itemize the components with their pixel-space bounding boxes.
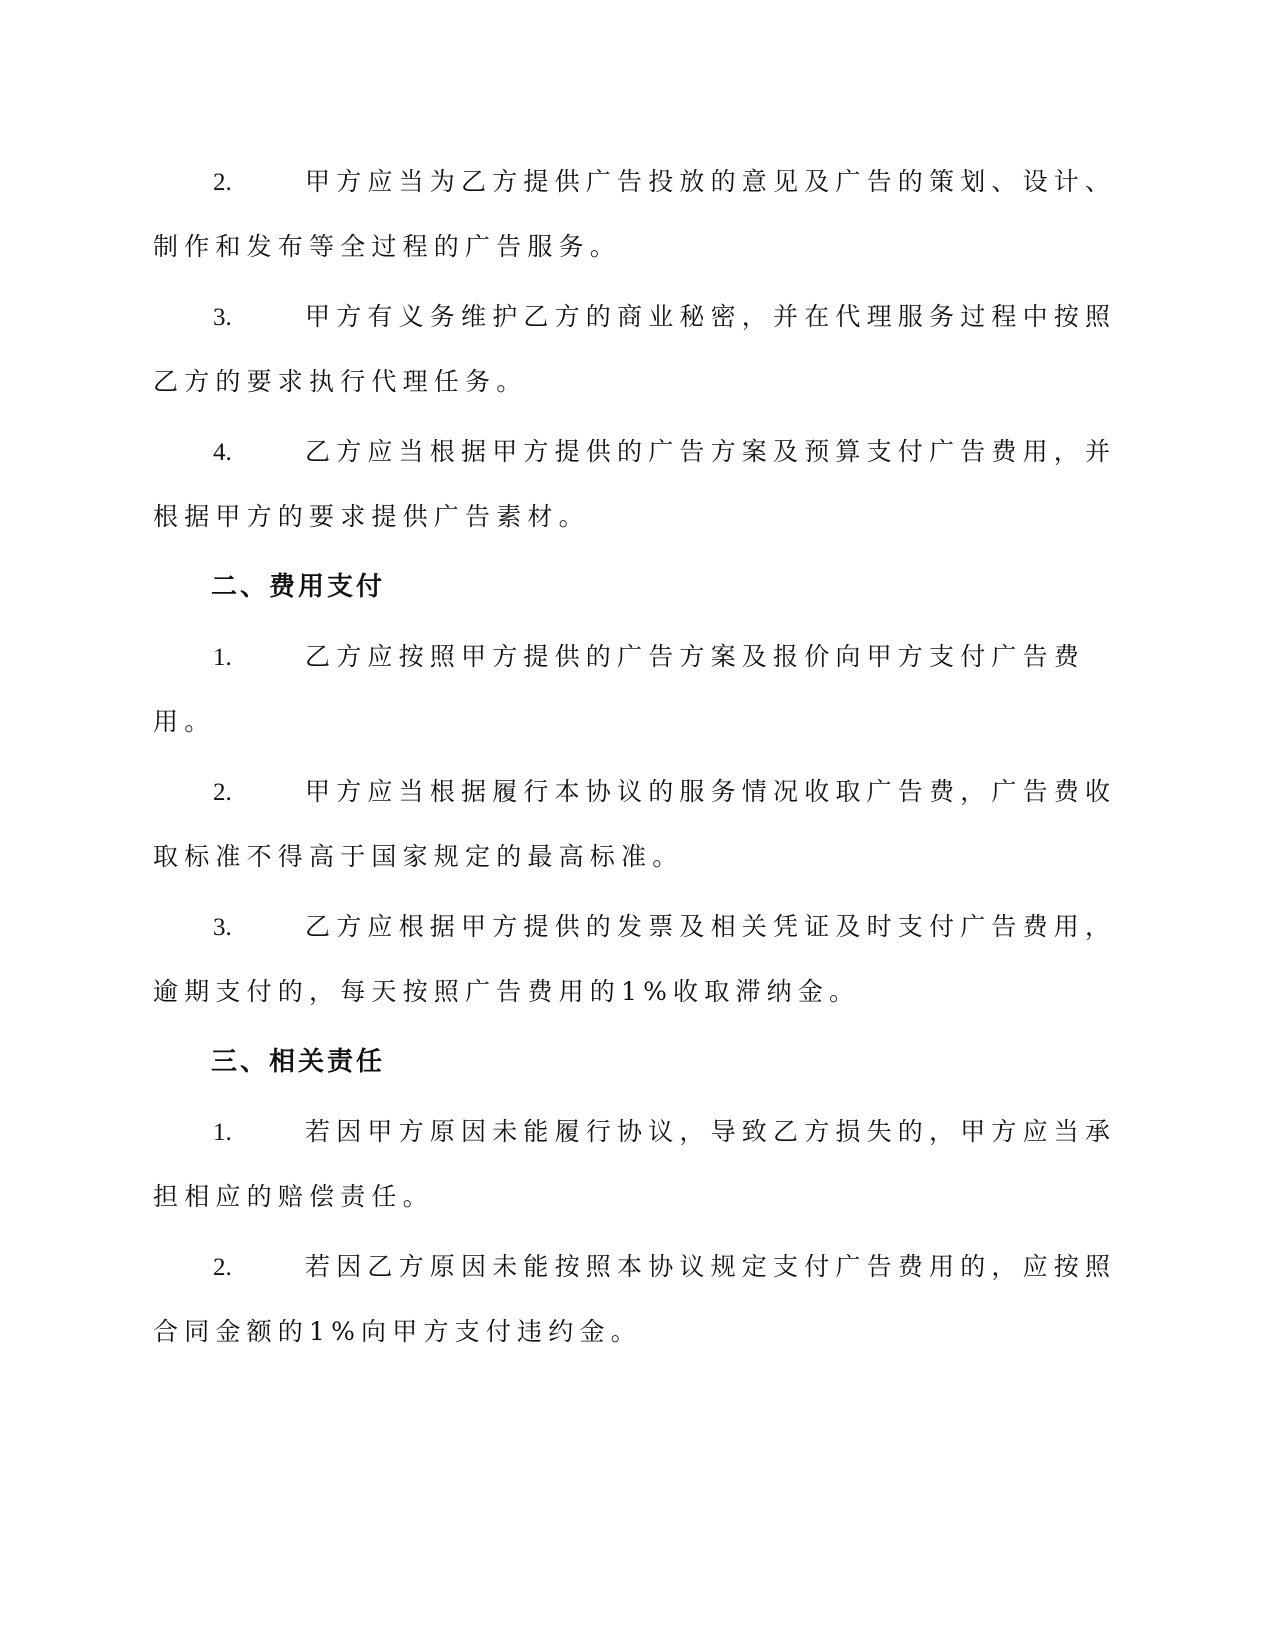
clause-text: 乙方应当根据甲方提供的广告方案及预算支付广告费用，并根据甲方的要求提供广告素材。 <box>153 437 1117 531</box>
clause-text: 乙方应按照甲方提供的广告方案及报价向甲方支付广告费用。 <box>153 642 1086 736</box>
clause-text: 甲方应当根据履行本协议的服务情况收取广告费，广告费收取标准不得高于国家规定的最高标准。 <box>153 777 1117 871</box>
clause-number: 2. <box>213 779 232 806</box>
document-body <box>153 150 1120 1370</box>
clause-3-2 <box>153 1235 1120 1364</box>
clause-number: 3. <box>213 914 232 941</box>
clause-text: 甲方有义务维护乙方的商业秘密，并在代理服务过程中按照乙方的要求执行代理任务。 <box>153 302 1117 396</box>
clause-2-2 <box>153 760 1120 889</box>
clause-number: 1. <box>213 644 232 671</box>
clause-number: 2. <box>213 169 232 196</box>
clause-1-4 <box>153 420 1120 549</box>
clause-1-3 <box>153 285 1120 414</box>
clause-text: 若因乙方原因未能按照本协议规定支付广告费用的，应按照合同金额的1%向甲方支付违约金。 <box>153 1252 1117 1346</box>
clause-text: 乙方应根据甲方提供的发票及相关凭证及时支付广告费用，逾期支付的，每天按照广告费用的1%收取滞纳金。 <box>153 912 1117 1006</box>
clause-3-1 <box>153 1100 1120 1229</box>
clause-number: 4. <box>213 439 232 466</box>
clause-text: 甲方应当为乙方提供广告投放的意见及广告的策划、设计、制作和发布等全过程的广告服务。 <box>153 167 1117 261</box>
clause-number: 1. <box>213 1119 232 1146</box>
clause-number: 2. <box>213 1254 232 1281</box>
clause-1-2 <box>153 150 1120 279</box>
clause-2-1 <box>153 625 1120 754</box>
clause-number: 3. <box>213 304 232 331</box>
clause-text: 若因甲方原因未能履行协议，导致乙方损失的，甲方应当承担相应的赔偿责任。 <box>153 1117 1117 1211</box>
section-heading-payment: 二、费用支付 <box>211 572 386 602</box>
clause-2-3 <box>153 895 1120 1024</box>
section-heading-liability: 三、相关责任 <box>211 1047 386 1077</box>
